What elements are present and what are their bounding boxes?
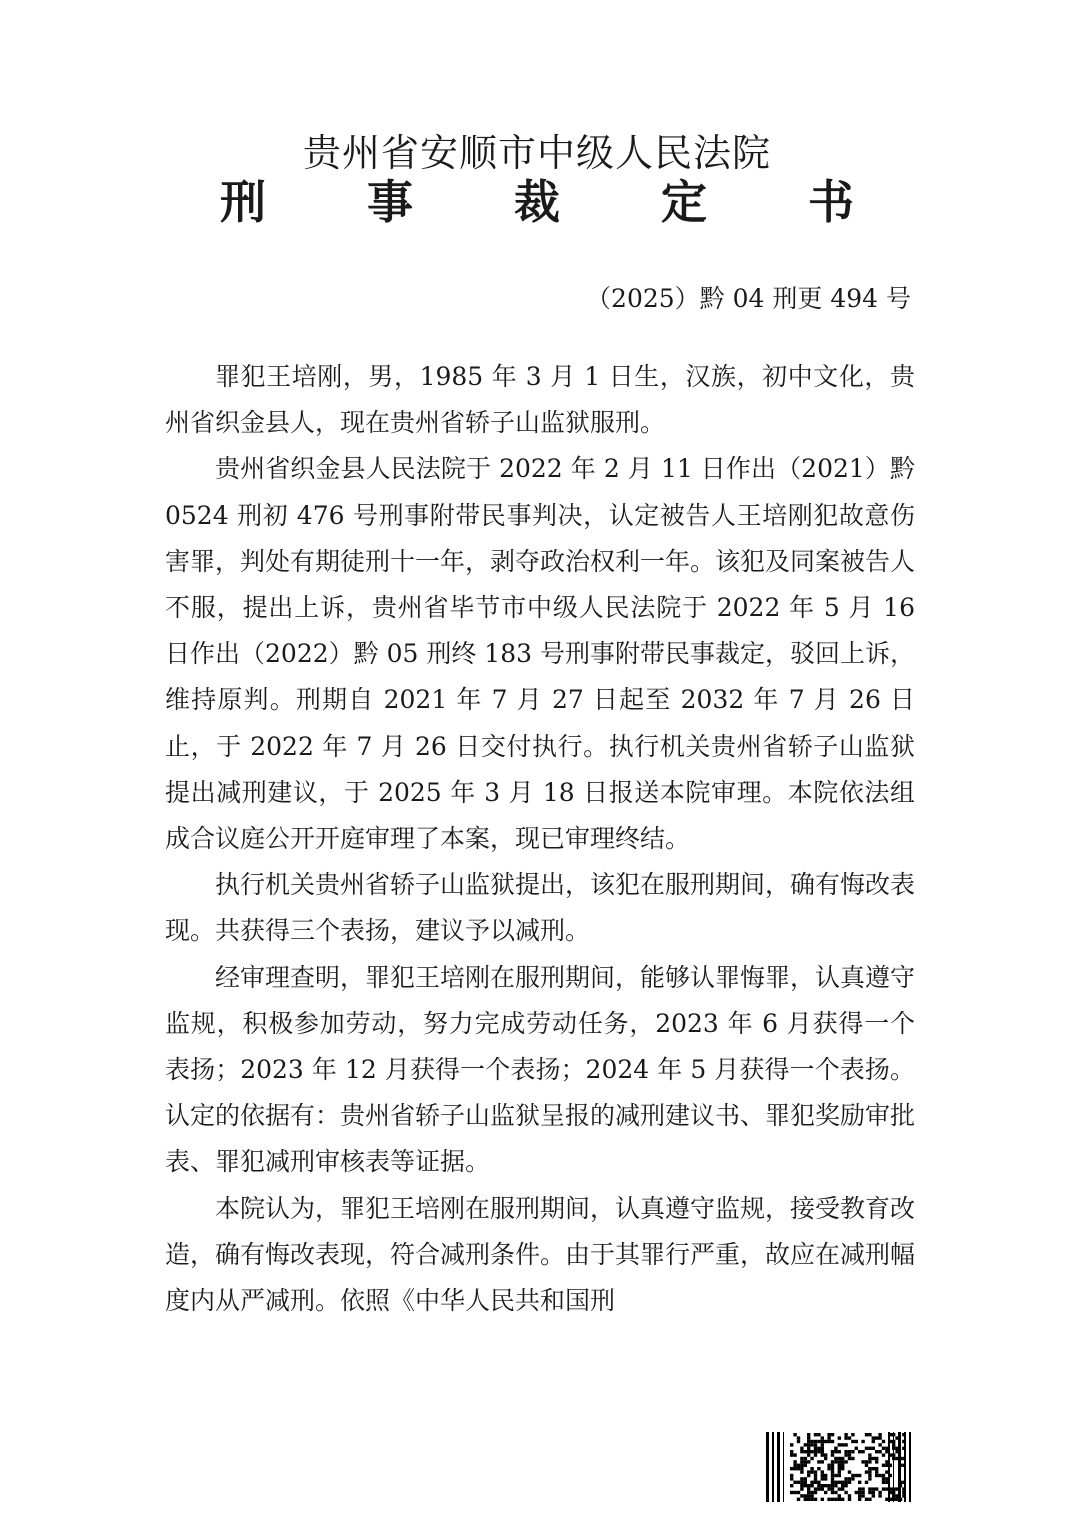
paragraph-prison-proposal: 执行机关贵州省轿子山监狱提出，该犯在服刑期间，确有悔改表现。共获得三个表扬，建议予以减刑。 (165, 870, 916, 946)
document-title (220, 174, 854, 230)
barcode-icon (766, 1432, 912, 1502)
paragraph-court-opinion: 本院认为，罪犯王培刚在服刑期间，认真遵守监规，接受教育改造，确有悔改表现，符合减刑条件。由于其罪行严重，故应在减刑幅度内从严减刑。依照《中华人民共和国刑 (165, 1193, 916, 1316)
case-number: （2025）黔 04 刑更 494 号 (586, 284, 911, 313)
document-body (165, 354, 915, 1324)
court-name: 贵州省安顺市中级人民法院 (302, 131, 771, 175)
paragraph-criminal-info: 罪犯王培刚，男，1985 年 3 月 1 日生，汉族，初中文化，贵州省织金县人，现在贵州省轿子山监狱服刑。 (165, 362, 915, 438)
document-title-char: 刑 (220, 175, 266, 229)
paragraph-findings: 经审理查明，罪犯王培刚在服刑期间，能够认罪悔罪，认真遵守监规，积极参加劳动，努力完成劳动任务，2023 年 6 月获得一个表扬；2023 年 12 月获得一个表扬；2024 年 5 月获得一个表扬。认定的依据有：贵州省轿子山监狱呈报的减刑建议书、罪犯奖励审批表、罪犯减刑审核表等证据。 (165, 962, 916, 1177)
document-title-char: 事 (367, 175, 413, 229)
document-title-char: 书 (808, 175, 854, 229)
document-title-char: 裁 (514, 175, 560, 229)
paragraph-case-history: 贵州省织金县人民法院于 2022 年 2 月 11 日作出（2021）黔 0524 刑初 476 号刑事附带民事判决，认定被告人王培刚犯故意伤害罪，判处有期徒刑十一年，剥夺政治权利一年。该犯及同案被告人不服，提出上诉，贵州省毕节市中级人民法院于 2022 年 5 月 16 日作出（2022）黔 05 刑终 183 号刑事附带民事裁定，驳回上诉，维持原判。刑期自 2021 年 7 月 27 日起至 2032 年 7 月 26 日止，于 2022 年 7 月 26 日交付执行。执行机关贵州省轿子山监狱提出减刑建议，于 2025 年 3 月 18 日报送本院审理。本院依法组成合议庭公开开庭审理了本案，现已审理终结。 (165, 454, 916, 854)
document-title-char: 定 (661, 175, 707, 229)
